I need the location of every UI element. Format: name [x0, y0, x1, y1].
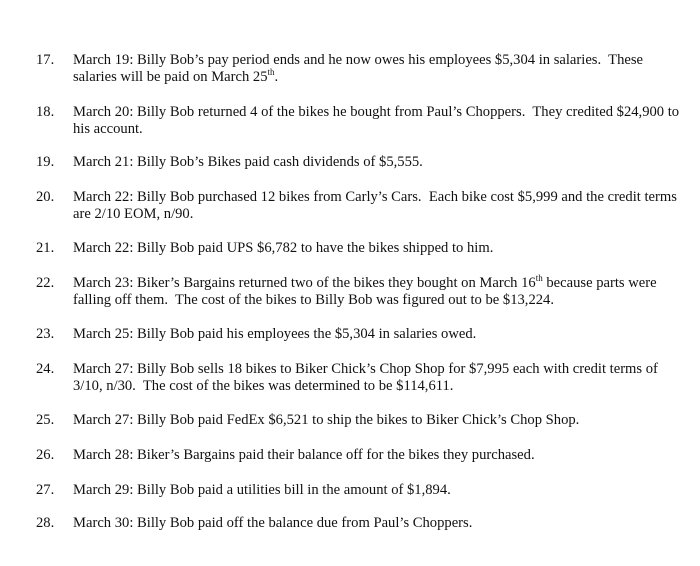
item-number: 23. — [36, 326, 55, 342]
item-text: March 22: Billy Bob paid UPS $6,782 to have the bikes shipped to him. — [73, 240, 494, 256]
item-number: 18. — [36, 104, 55, 120]
item-number: 24. — [36, 361, 55, 377]
item-number: 25. — [36, 412, 55, 428]
item-text: March 20: Billy Bob returned 4 of the bikes he bought from Paul’s Choppers. They credited $24,900 to his account. — [73, 104, 683, 137]
item-text: March 25: Billy Bob paid his employees the $5,304 in salaries owed. — [73, 326, 477, 342]
item-number: 26. — [36, 447, 55, 463]
item-number: 20. — [36, 189, 55, 205]
item-text: March 30: Billy Bob paid off the balance due from Paul’s Choppers. — [73, 515, 473, 531]
item-number: 22. — [36, 275, 55, 291]
item-text: March 29: Billy Bob paid a utilities bill in the amount of $1,894. — [73, 482, 451, 498]
item-number: 27. — [36, 482, 55, 498]
item-number: 17. — [36, 52, 55, 68]
item-text: March 19: Billy Bob’s pay period ends and he now owes his employees $5,304 in salaries. These salaries will be paid on March 25th. — [73, 52, 647, 85]
item-text: March 21: Billy Bob’s Bikes paid cash dividends of $5,555. — [73, 154, 423, 170]
item-text: March 22: Billy Bob purchased 12 bikes from Carly’s Cars. Each bike cost $5,999 and the credit terms are 2/10 EOM, n/90. — [73, 189, 681, 222]
item-number: 21. — [36, 240, 55, 256]
item-number: 28. — [36, 515, 55, 531]
item-text: March 27: Billy Bob sells 18 bikes to Biker Chick’s Chop Shop for $7,995 each with credit terms of 3/10, n/30. The cost of the bikes was determined to be $114,611. — [73, 361, 662, 394]
item-text: March 23: Biker’s Bargains returned two of the bikes they bought on March 16th because parts were falling off them. The cost of the bikes to Billy Bob was figured out to be $13,224. — [73, 273, 661, 308]
item-number: 19. — [36, 154, 55, 170]
item-text: March 28: Biker’s Bargains paid their balance off for the bikes they purchased. — [73, 447, 535, 463]
item-text: March 27: Billy Bob paid FedEx $6,521 to ship the bikes to Biker Chick’s Chop Shop. — [73, 412, 580, 428]
